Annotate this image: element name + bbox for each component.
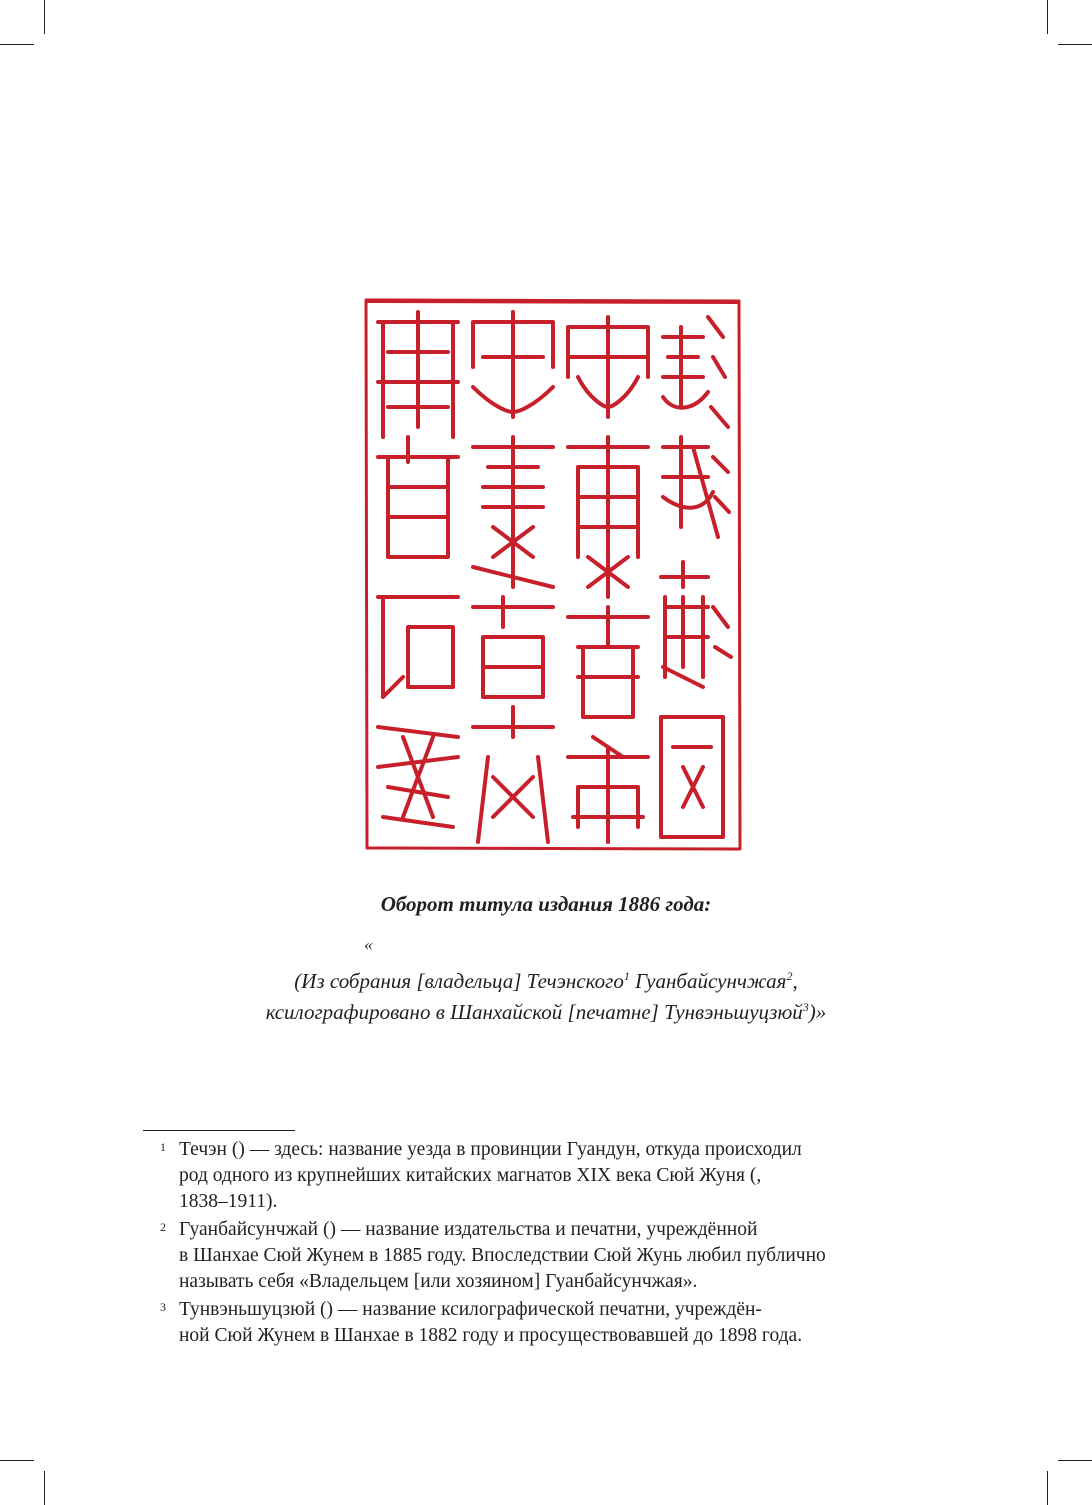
caption-text: Гуанбайсунчжая <box>629 969 787 993</box>
crop-mark <box>44 0 45 34</box>
footnote-line: Тунвэньшуцзюй () — название ксилографической печатни, учреждён- <box>179 1299 762 1320</box>
footnote-line: ной Сюй Жунем в Шанхае в 1882 году и просуществовавшей до 1898 года. <box>179 1325 803 1346</box>
caption-text: ксилографировано в Шанхайской [печатне] Тунвэньшуцзюй <box>265 1000 803 1024</box>
crop-mark <box>1047 0 1048 34</box>
crop-mark <box>1058 1460 1092 1461</box>
footnote-ref-3[interactable]: 3 <box>802 1000 809 1014</box>
caption-text: )» <box>808 1000 827 1024</box>
caption-line-2 <box>0 993 1092 1026</box>
footnote-divider <box>143 1130 295 1131</box>
crop-mark <box>1058 44 1092 45</box>
crop-mark <box>44 1471 45 1505</box>
footnote-number: 3 <box>160 1300 166 1314</box>
footnote-2 <box>160 1217 960 1295</box>
footnote-line: род одного из крупнейших китайских магнатов XIX века Сюй Жуня (, <box>179 1165 762 1186</box>
footnote-ref-2[interactable]: 2 <box>786 969 793 983</box>
footnote-3 <box>160 1297 960 1349</box>
footnote-line: называть себя «Владельцем [или хозяином] Гуанбайсунчжая». <box>179 1271 698 1292</box>
quote-open-mark: « <box>364 934 373 954</box>
footnote-line: Течэн () — здесь: название уезда в провинции Гуандун, откуда происходил <box>179 1139 802 1160</box>
footnote-line: в Шанхае Сюй Жунем в 1885 году. Впоследствии Сюй Жунь любил публично <box>179 1245 826 1266</box>
footnote-line: 1838–1911). <box>179 1191 278 1212</box>
seal-stamp-image <box>363 297 743 852</box>
crop-mark <box>0 44 34 45</box>
caption-line-1 <box>0 962 1092 995</box>
caption-title: Оборот титула издания 1886 года: <box>380 892 712 916</box>
footnote-ref-1[interactable]: 1 <box>623 969 630 983</box>
caption-text: (Из собрания [владельца] Течэнского <box>294 969 624 993</box>
footnote-1 <box>160 1137 960 1215</box>
footnote-line: Гуанбайсунчжай () — название издательства и печатни, учреждённой <box>179 1219 758 1240</box>
footnote-number: 2 <box>160 1220 166 1234</box>
crop-mark <box>1047 1471 1048 1505</box>
crop-mark <box>0 1460 34 1461</box>
caption-text: , <box>792 969 798 993</box>
footnote-number: 1 <box>160 1140 166 1154</box>
